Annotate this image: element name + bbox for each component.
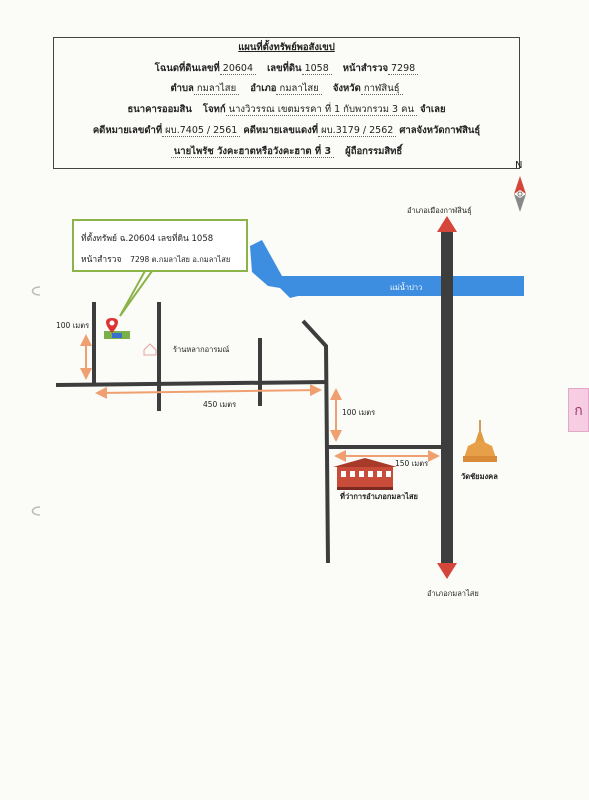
compass-icon bbox=[514, 176, 526, 212]
road-bending bbox=[303, 321, 328, 563]
label-river: แม่น้ำปาว bbox=[390, 283, 423, 292]
callout-line-2: หน้าสำรวจ 7298 ต.กมลาไสย อ.กมลาไสย bbox=[81, 255, 231, 265]
deed-line: โฉนดที่ดินเลขที่ 20604 เลขที่ดิน 1058 หน้าสำรวจ 7298 bbox=[54, 63, 519, 75]
river bbox=[250, 240, 524, 298]
temple-icon bbox=[463, 420, 497, 462]
callout-line-1: ที่ตั้งทรัพย์ ฉ.20604 เลขที่ดิน 1058 bbox=[81, 234, 214, 244]
label-distance-100-right: 100 เมตร bbox=[342, 408, 376, 417]
side-tab: ก bbox=[568, 388, 589, 432]
district-office-building-icon bbox=[333, 458, 397, 490]
label-to-city: อำเภอเมืองกาฬสินธุ์ bbox=[407, 206, 472, 215]
property-callout bbox=[72, 219, 248, 272]
parties-line: ธนาคารออมสิน โจทก์ นางวิวรรณ เขตมรรคา ที่ 1 กับพวกรวม 3 คน จำเลย bbox=[127, 104, 446, 115]
road-west-east bbox=[56, 382, 328, 385]
callout-pointer bbox=[120, 271, 152, 316]
distance-arrow-450 bbox=[97, 390, 320, 393]
highway-north-arrow bbox=[437, 216, 457, 232]
label-shop: ร้านหลากอารมณ์ bbox=[173, 345, 230, 354]
binder-hole-bottom bbox=[33, 507, 41, 515]
location-line: ตำบล กมลาไสย อำเภอ กมลาไสย จังหวัด กาฬสินธุ์ bbox=[54, 83, 519, 95]
label-distance-100-left: 100 เมตร bbox=[56, 321, 90, 330]
label-distance-150: 150 เมตร bbox=[395, 459, 429, 468]
label-district-office: ที่ว่าการอำเภอกมลาไสย bbox=[340, 492, 418, 501]
highway-south-arrow bbox=[437, 563, 457, 579]
map-title: แผนที่ตั้งทรัพย์พอสังเขป bbox=[238, 42, 335, 53]
label-to-district: อำเภอกมลาไสย bbox=[427, 589, 479, 598]
shop-house-icon bbox=[144, 344, 156, 355]
north-label: N bbox=[515, 160, 523, 171]
label-temple: วัดชัยมงคล bbox=[461, 472, 498, 481]
binder-hole-top bbox=[33, 287, 41, 295]
label-distance-450: 450 เมตร bbox=[203, 400, 237, 409]
case-line: คดีหมายเลขดำที่ ผบ.7405 / 2561 คดีหมายเลขแดงที่ ผบ.3179 / 2562 ศาลจังหวัดกาฬสินธุ์ bbox=[92, 125, 481, 136]
owner-line: นายไพรัช วังคะฮาตหรือวังคะฮาต ที่ 3 ผู้ถือกรรมสิทธิ์ bbox=[54, 146, 519, 158]
